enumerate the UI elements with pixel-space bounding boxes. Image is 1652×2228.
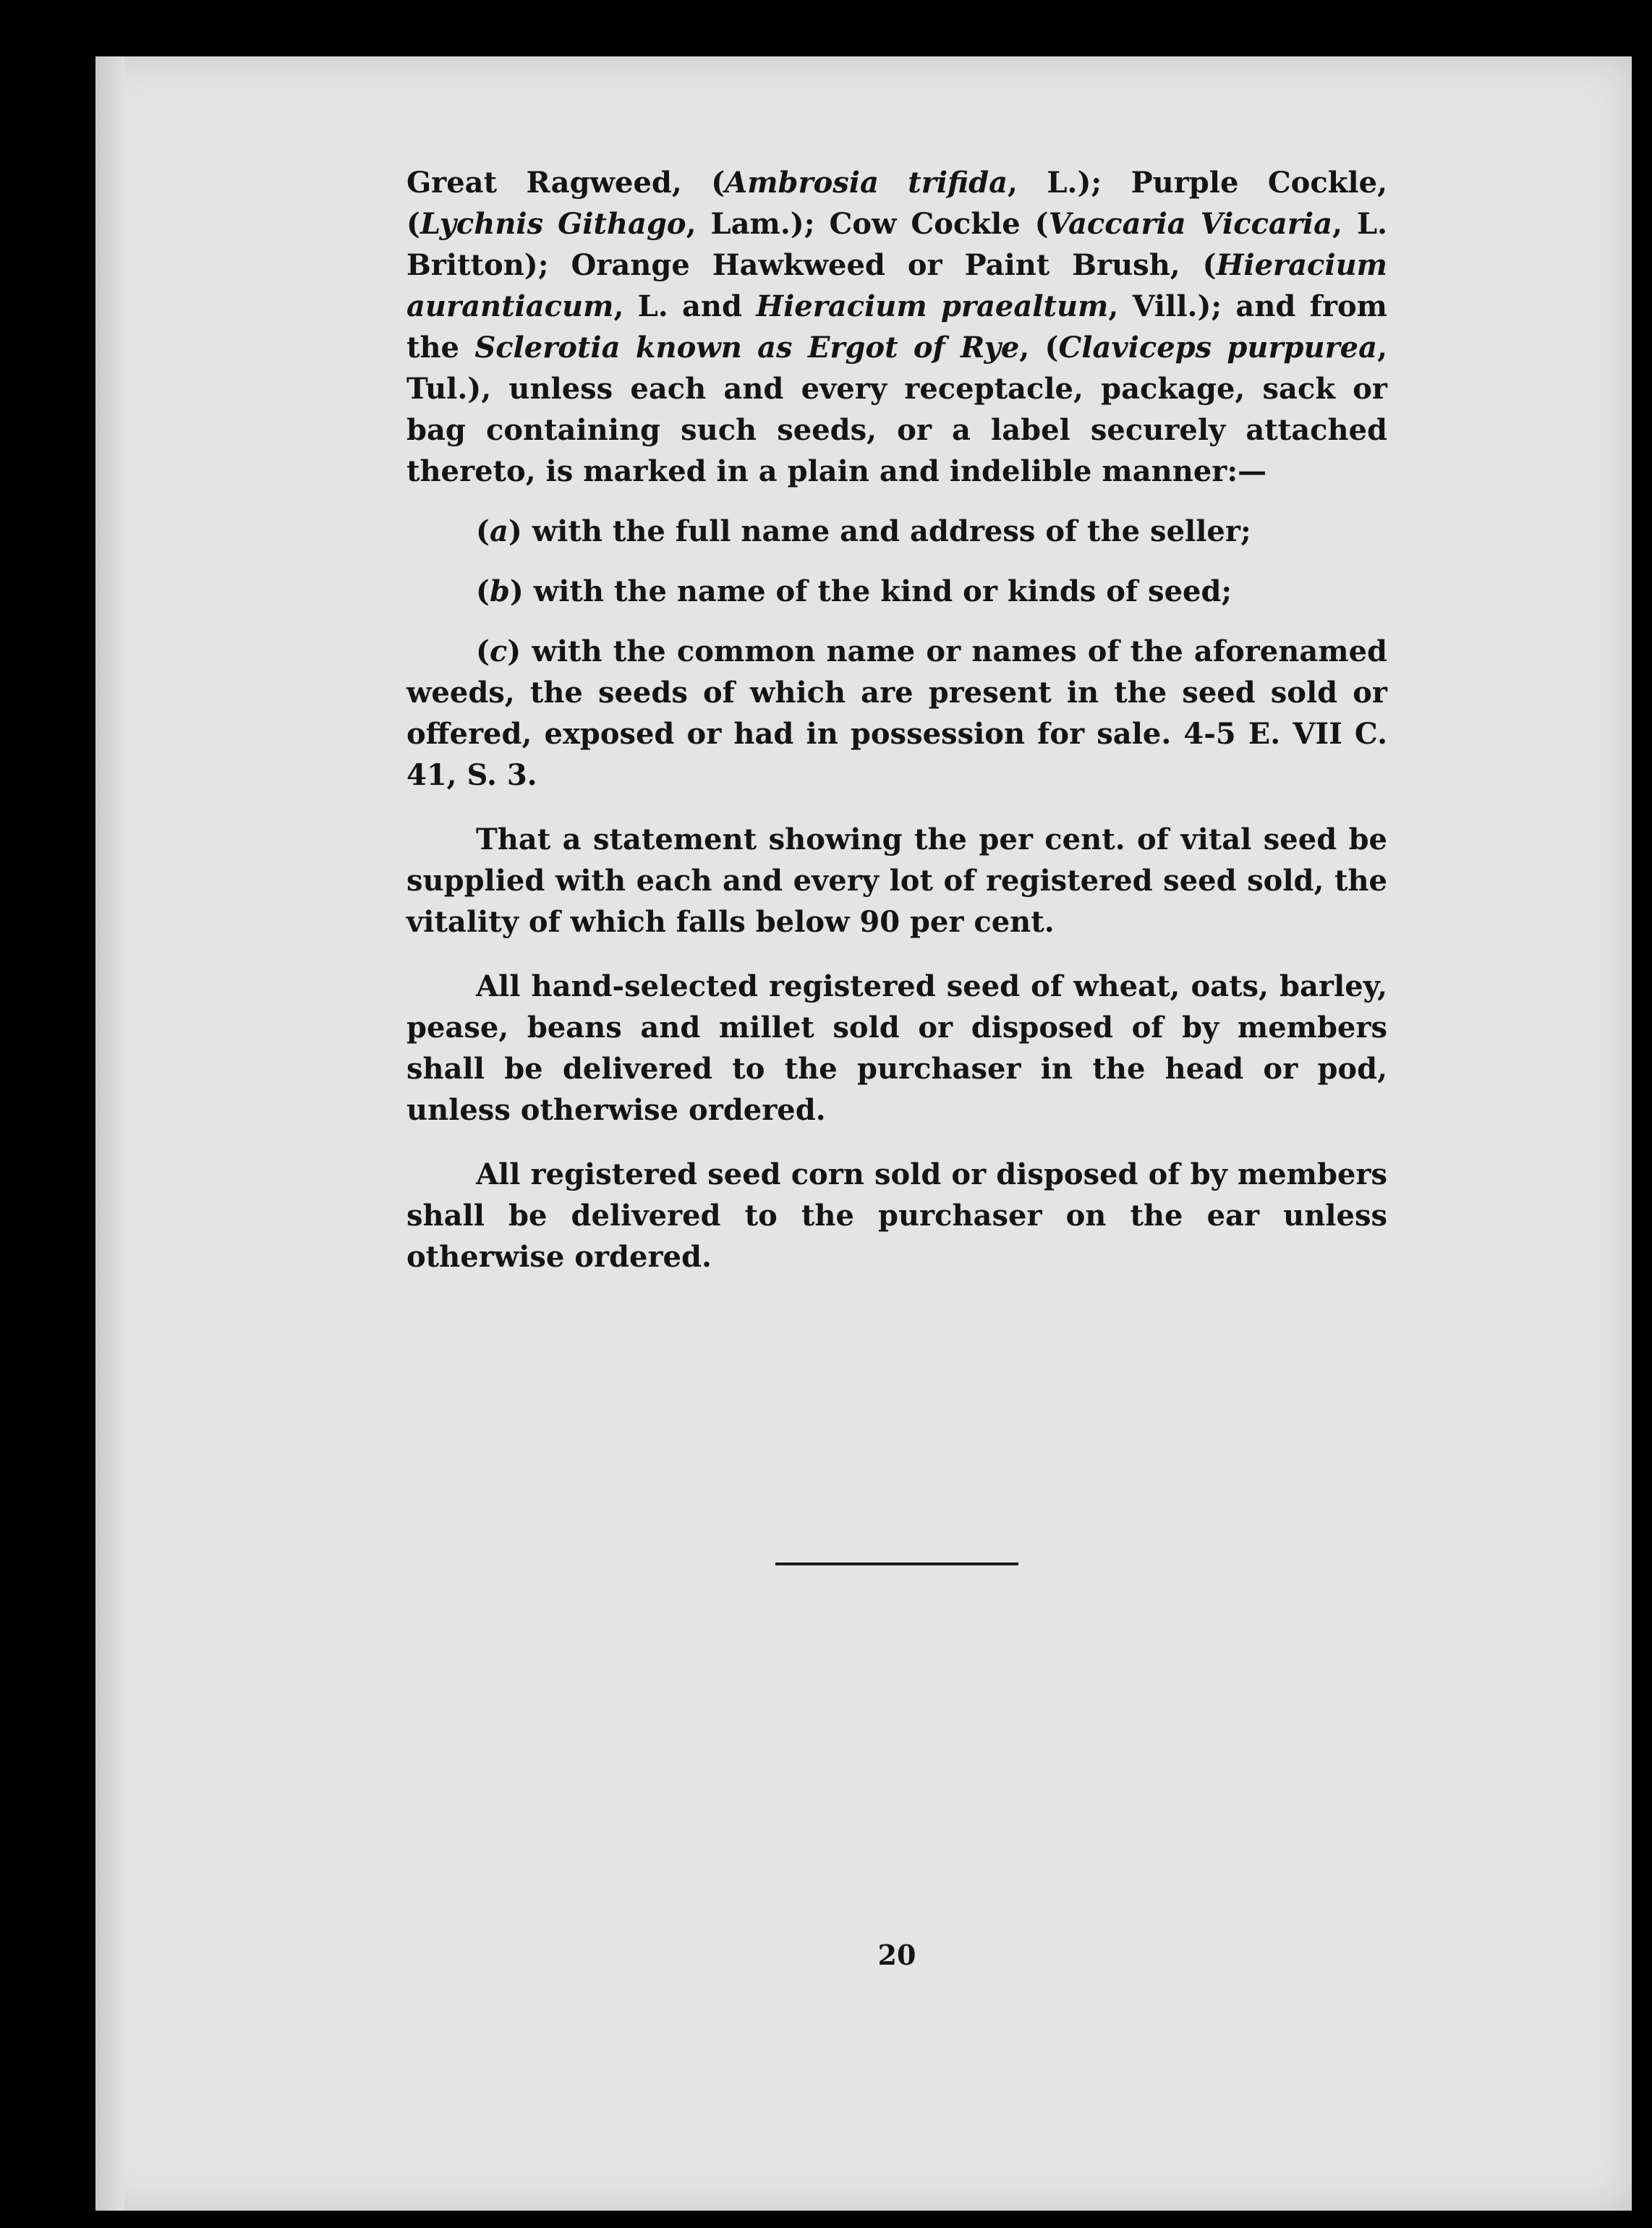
paragraph-vital-seed: That a statement showing the per cent. of vital seed be supplied with each and every lot of registered seed sold, the vitality of which falls below 90 per cent.: [406, 822, 1387, 939]
list-item-c: (c) with the common name or names of the aforenamed weeds, the seeds of which are present in the seed sold or offered, exposed or had in possession for sale. 4-5 E. VII C. 41, S. 3.: [406, 634, 1387, 792]
page-left-edge: [95, 56, 124, 2211]
list-item-a: (a) with the full name and address of the seller;: [476, 514, 1251, 548]
list-item-b: (b) with the name of the kind or kinds of seed;: [476, 574, 1232, 608]
body-text: [406, 162, 1387, 1277]
paragraph-seed-corn: All registered seed corn sold or disposed of by members shall be delivered to the purchaser on the ear unless otherwise ordered.: [406, 1157, 1387, 1274]
paragraph-hand-selected: All hand-selected registered seed of wheat, oats, barley, pease, beans and millet sold or disposed of by members shall be delivered to the purchaser in the head or pod, unless otherwise ordered.: [406, 969, 1387, 1127]
paragraph-weeds-list: Great Ragweed, (Ambrosia trifida, L.); Purple Cockle, (Lychnis Githago, Lam.); Cow Cockle (Vaccaria Viccaria, L. Britton); Orange Hawkweed or Paint Brush, (Hieracium aurantiacum, L. and Hieracium praealtum, Vill.); and from the Sclerotia known as Ergot of Rye, (Claviceps purpurea, Tul.), unless each and every receptacle, package, sack or bag containing such seeds, or a label securely attached thereto, is marked in a plain and indelible manner:—: [406, 166, 1388, 488]
page-number: 20: [877, 1939, 916, 1971]
section-divider-rule: [775, 1562, 1018, 1565]
